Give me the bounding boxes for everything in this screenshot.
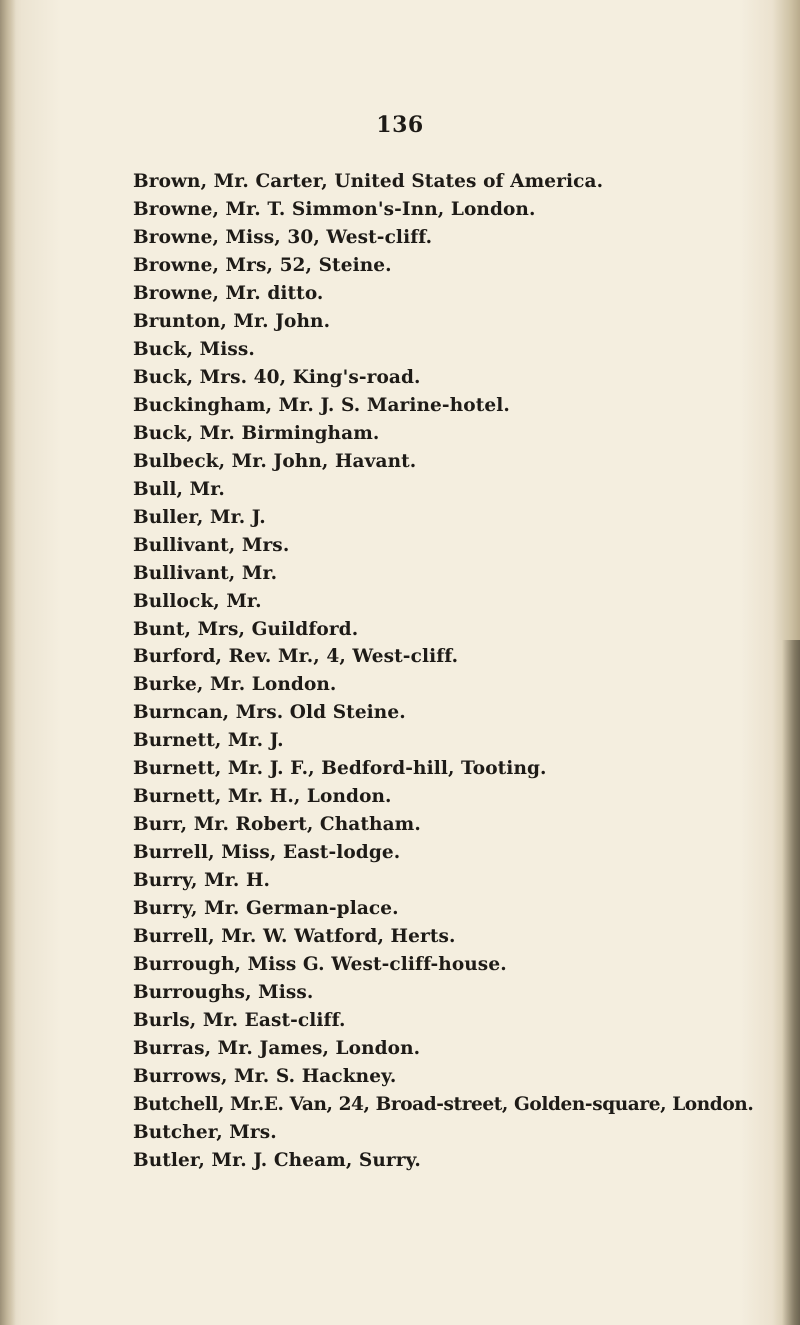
name-list xyxy=(133,168,773,1175)
list-item: Buller, Mr. J. xyxy=(133,506,266,528)
list-item: Burke, Mr. London. xyxy=(133,674,337,696)
list-item: Browne, Mr. ditto. xyxy=(133,282,324,304)
list-item: Burrell, Miss, East-lodge. xyxy=(133,842,401,864)
list-item: Butcher, Mrs. xyxy=(133,1121,277,1143)
list-item: Buck, Mrs. 40, King's-road. xyxy=(133,366,421,388)
list-item: Buck, Mr. Birmingham. xyxy=(133,422,380,444)
list-item: Buckingham, Mr. J. S. Marine-hotel. xyxy=(133,394,510,416)
list-item: Burry, Mr. German-place. xyxy=(133,898,399,920)
list-item: Burr, Mr. Robert, Chatham. xyxy=(133,814,421,836)
list-item: Bunt, Mrs, Guildford. xyxy=(133,618,359,640)
list-item: Butchell, Mr.E. Van, 24, Broad-street, Golden-square, London. xyxy=(133,1093,754,1115)
list-item: Brown, Mr. Carter, United States of America. xyxy=(133,171,604,192)
list-item: Burras, Mr. James, London. xyxy=(133,1038,421,1060)
list-item: Bullivant, Mr. xyxy=(133,562,278,584)
list-item: Burroughs, Miss. xyxy=(133,982,314,1004)
list-item: Burrows, Mr. S. Hackney. xyxy=(133,1066,397,1087)
list-item: Browne, Mrs, 52, Steine. xyxy=(133,254,392,276)
list-item: Burnett, Mr. J. xyxy=(133,730,284,752)
list-item: Browne, Miss, 30, West-cliff. xyxy=(133,226,433,248)
list-item: Bulbeck, Mr. John, Havant. xyxy=(133,450,417,472)
list-item: Burford, Rev. Mr., 4, West-cliff. xyxy=(133,646,459,668)
list-item: Burrough, Miss G. West-cliff-house. xyxy=(133,954,507,976)
list-item: Burncan, Mrs. Old Steine. xyxy=(133,702,406,724)
list-item: Bullock, Mr. xyxy=(133,590,262,612)
list-item: Buck, Miss. xyxy=(133,338,255,360)
list-item: Browne, Mr. T. Simmon's-Inn, London. xyxy=(133,198,536,220)
list-item: Bull, Mr. xyxy=(133,478,225,500)
page-gutter xyxy=(0,0,16,1325)
list-item: Brunton, Mr. John. xyxy=(133,310,331,332)
list-item: Burls, Mr. East-cliff. xyxy=(133,1010,346,1032)
list-item: Bullivant, Mrs. xyxy=(133,534,290,556)
list-item: Burnett, Mr. J. F., Bedford-hill, Tooting. xyxy=(133,758,547,780)
list-item: Burrell, Mr. W. Watford, Herts. xyxy=(133,926,456,948)
page-number: 136 xyxy=(376,112,424,138)
page-edge-shadow xyxy=(782,640,800,1325)
list-item: Burnett, Mr. H., London. xyxy=(133,786,392,808)
list-item: Burry, Mr. H. xyxy=(133,870,271,892)
list-item: Butler, Mr. J. Cheam, Surry. xyxy=(133,1149,421,1171)
